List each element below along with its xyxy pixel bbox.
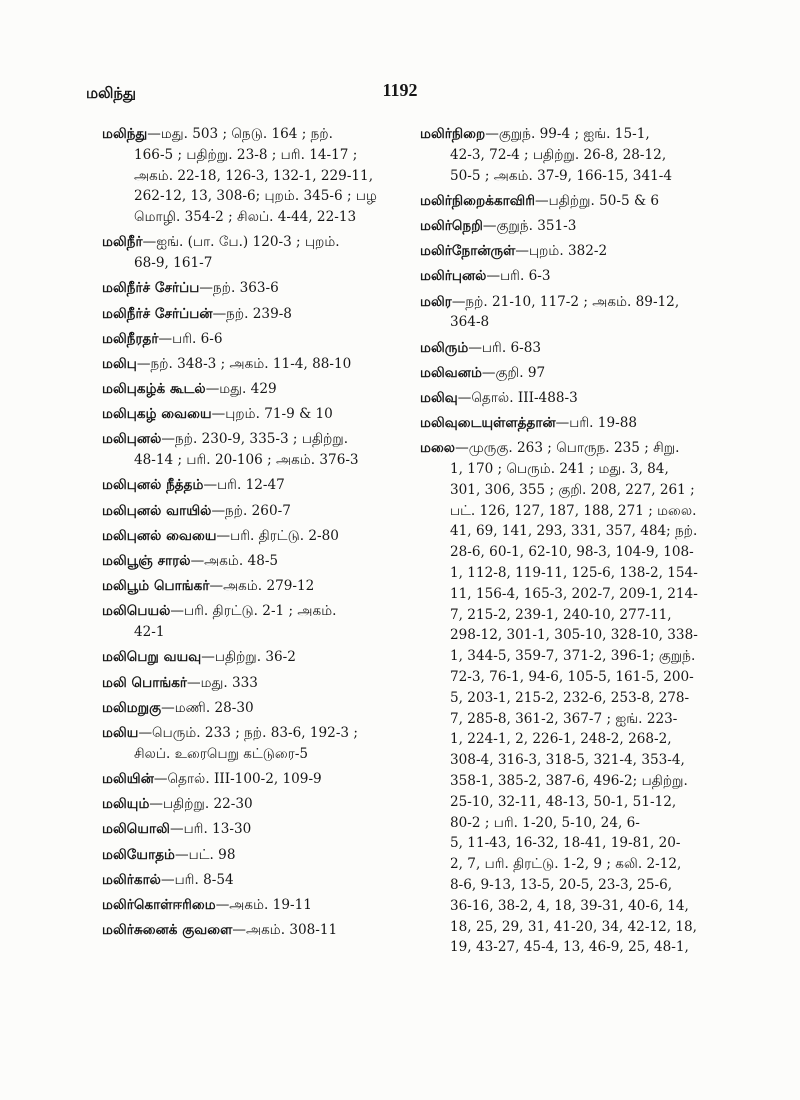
- entry-references: —மணி. 28-30: [161, 699, 254, 716]
- index-entry: [420, 413, 720, 434]
- index-entry: [102, 526, 398, 547]
- entry-first-line: [102, 379, 398, 400]
- index-entry: [420, 241, 720, 262]
- entry-continuation-line: 19, 43-27, 45-4, 13, 46-9, 25, 48-1,: [450, 939, 689, 956]
- index-entry: [102, 647, 398, 668]
- index-entry: [102, 354, 398, 375]
- index-entry: [102, 551, 398, 572]
- entry-references: —பதிற்று. 22-30: [149, 796, 253, 813]
- entry-first-line: [102, 698, 398, 719]
- entry-continuation-line: 25-10, 32-11, 48-13, 50-1, 51-12,: [450, 793, 677, 810]
- entry-first-line: [420, 338, 720, 359]
- index-entry: [102, 404, 398, 425]
- entry-headword: மலிபுகழ் வையை: [102, 406, 212, 423]
- entry-first-line: [102, 769, 398, 790]
- entry-first-line: [102, 794, 398, 815]
- index-entry: [102, 576, 398, 597]
- entry-references: —நற். 363-6: [199, 280, 279, 297]
- entry-headword: மலிபுனல் நீத்தம்: [102, 477, 204, 494]
- entry-first-line: [420, 438, 720, 459]
- entry-first-line: [102, 232, 398, 253]
- left-column: [102, 124, 398, 964]
- entry-references: —பரி. 13-30: [169, 821, 252, 838]
- entry-references: —குறுந். 99-4 ; ஐங். 15-1,: [485, 126, 650, 142]
- entry-references: —பதிற்று. 50-5 & 6: [535, 192, 660, 209]
- entry-headword: மலிபூம் பொங்கர்: [102, 578, 210, 595]
- entry-first-line: [420, 191, 720, 212]
- index-entry: [102, 723, 398, 765]
- entry-continuation-line: 7, 215-2, 239-1, 240-10, 277-11,: [450, 606, 672, 623]
- entry-first-line: [102, 601, 398, 622]
- entry-references: —முருகு. 263 ; பொருந. 235 ; சிறு.: [455, 440, 680, 457]
- index-entry: [420, 388, 720, 409]
- entry-references: —மது. 333: [187, 674, 258, 691]
- entry-continuation-line: 364-8: [450, 314, 490, 331]
- entry-headword: மலியின்: [102, 770, 154, 787]
- entry-references: —அகம். 308-11: [232, 922, 338, 939]
- entry-headword: மலிவனம்: [420, 364, 482, 381]
- entry-headword: மலி பொங்கர்: [102, 674, 188, 691]
- entry-continuation-line: 1, 224-1, 2, 226-1, 248-2, 268-2,: [450, 731, 672, 748]
- index-entry: [102, 232, 398, 274]
- entry-headword: மலிபெறு வயவு: [102, 649, 202, 666]
- index-entry: [420, 438, 720, 958]
- index-entry: [102, 845, 398, 866]
- entry-first-line: [420, 124, 720, 145]
- entry-references: —பரி. திரட்டு. 2-80: [216, 527, 339, 544]
- entry-continuation-line: 48-14 ; பரி. 20-106 ; அகம். 376-3: [134, 452, 359, 469]
- entry-headword: மலிபெயல்: [102, 603, 171, 620]
- entry-references: —பதிற்று. 36-2: [201, 649, 296, 666]
- index-entry: [102, 304, 398, 325]
- entry-continuation-line: 262-12, 13, 308-6; புறம். 345-6 ; பழ: [134, 188, 377, 205]
- entry-first-line: [102, 920, 398, 941]
- entry-continuation-line: 11, 156-4, 165-3, 202-7, 209-1, 214-: [450, 585, 698, 602]
- index-entry: [102, 278, 398, 299]
- index-entry: [102, 601, 398, 643]
- entry-references: —குறுந். 351-3: [482, 217, 577, 234]
- index-entry: [102, 673, 398, 694]
- entry-references: —பரி. 6-83: [468, 339, 542, 356]
- entry-first-line: [420, 292, 720, 313]
- entry-headword: மலிர: [420, 293, 452, 310]
- entry-headword: மலிபுனல் வாயில்: [102, 502, 212, 519]
- index-entry: [102, 870, 398, 891]
- index-entry: [420, 363, 720, 384]
- index-entry: [102, 920, 398, 941]
- index-entry: [102, 819, 398, 840]
- entry-headword: மலிர்நிறைக்காவிரி: [420, 192, 536, 209]
- entry-references: —புறம். 71-9 & 10: [211, 406, 333, 423]
- entry-first-line: [102, 673, 398, 694]
- page-number: 1192: [382, 80, 418, 100]
- entry-continuation-line: 68-9, 161-7: [134, 255, 213, 272]
- entry-first-line: [102, 475, 398, 496]
- index-entry: [102, 794, 398, 815]
- entry-continuation-line: 28-6, 60-1, 62-10, 98-3, 104-9, 108-: [450, 544, 694, 561]
- entry-headword: மலிபு: [102, 355, 137, 372]
- entry-headword: மலிமறுகு: [102, 699, 162, 716]
- index-entry: [420, 216, 720, 237]
- entry-first-line: [102, 845, 398, 866]
- entry-continuation-line: 80-2 ; பரி. 1-20, 5-10, 24, 6-: [450, 814, 640, 831]
- entry-references: —பரி. 6-3: [486, 268, 551, 285]
- entry-continuation-line: 41, 69, 141, 293, 331, 357, 484; நற்.: [450, 523, 698, 540]
- entry-headword: மலிர்சுனைக் குவளை: [102, 922, 233, 939]
- index-entry: [420, 124, 720, 186]
- entry-headword: மலிநீர்ச் சேர்ப்பன்: [102, 305, 213, 322]
- index-entry: [102, 379, 398, 400]
- entry-first-line: [420, 266, 720, 287]
- entry-references: —பரி. 8-54: [160, 871, 234, 888]
- entry-headword: மலிநீர்: [102, 234, 143, 251]
- entry-headword: மலிவுடையுள்ளத்தான்: [420, 415, 556, 432]
- entry-continuation-line: 50-5 ; அகம். 37-9, 166-15, 341-4: [450, 167, 672, 184]
- entry-headword: மலிந்து: [102, 126, 148, 142]
- entry-headword: மலை: [420, 440, 456, 457]
- entry-continuation-line: 18, 25, 29, 31, 41-20, 34, 42-12, 18,: [450, 918, 697, 935]
- entry-references: —மது. 503 ; நெடு. 164 ; நற்.: [147, 126, 333, 142]
- entry-headword: மலிர்கொள்ஈரிமை: [102, 896, 216, 913]
- entry-references: —பெரும். 233 ; நற். 83-6, 192-3 ;: [138, 724, 358, 741]
- entry-first-line: [102, 501, 398, 522]
- entry-headword: மலிர்கால்: [102, 871, 161, 888]
- entry-headword: மலிபூஞ் சாரல்: [102, 553, 191, 570]
- entry-first-line: [102, 551, 398, 572]
- entry-references: —பரி. 12-47: [203, 477, 285, 494]
- entry-first-line: [102, 870, 398, 891]
- entry-references: —ஐங். (பா. பே.) 120-3 ; புறம்.: [142, 234, 340, 251]
- entry-first-line: [102, 278, 398, 299]
- index-entry: [102, 475, 398, 496]
- entry-headword: மலிர்நோன்ருள்: [420, 243, 516, 260]
- index-entry: [102, 124, 398, 228]
- entry-continuation-line: 1, 170 ; பெரும். 241 ; மது. 3, 84,: [450, 461, 669, 478]
- entry-continuation-line: 72-3, 76-1, 94-6, 105-5, 161-5, 200-: [450, 669, 694, 686]
- index-entry: [102, 501, 398, 522]
- index-entry: [420, 338, 720, 359]
- index-entry: [420, 266, 720, 287]
- entry-references: —குறி. 97: [481, 364, 546, 381]
- entry-references: —அகம். 279-12: [209, 578, 315, 595]
- entry-headword: மலியும்: [102, 796, 150, 813]
- index-entry: [102, 769, 398, 790]
- entry-continuation-line: பட். 126, 127, 187, 188, 271 ; மலை.: [450, 502, 697, 519]
- entry-first-line: [102, 329, 398, 350]
- entry-continuation-line: 301, 306, 355 ; குறி. 208, 227, 261 ;: [450, 481, 695, 498]
- entry-continuation-line: 308-4, 316-3, 318-5, 321-4, 353-4,: [450, 752, 685, 769]
- entry-continuation-line: 7, 285-8, 361-2, 367-7 ; ஐங். 223-: [450, 710, 678, 727]
- index-entry: [420, 292, 720, 334]
- entry-continuation-line: 1, 112-8, 119-11, 125-6, 138-2, 154-: [450, 565, 698, 582]
- entry-first-line: [102, 819, 398, 840]
- entry-continuation-line: சிலப். உரைபெறு கட்டுரை-5: [134, 745, 309, 762]
- entry-references: —புறம். 382-2: [515, 243, 608, 260]
- entry-references: —பரி. திரட்டு. 2-1 ; அகம்.: [170, 603, 337, 620]
- entry-references: —பட். 98: [175, 846, 236, 863]
- entry-first-line: [420, 216, 720, 237]
- entry-references: —நற். 230-9, 335-3 ; பதிற்று.: [161, 431, 349, 448]
- entry-references: —பரி. 6-6: [158, 330, 223, 347]
- entry-headword: மலிவு: [420, 389, 458, 406]
- entry-first-line: [102, 526, 398, 547]
- entry-references: —தொல். III-488-3: [457, 389, 578, 406]
- entry-first-line: [102, 404, 398, 425]
- entry-headword: மலிரும்: [420, 339, 469, 356]
- entry-first-line: [420, 363, 720, 384]
- entry-first-line: [102, 124, 398, 145]
- entry-headword: மலிர்புனல்: [420, 268, 487, 285]
- entry-references: —நற். 21-10, 117-2 ; அகம். 89-12,: [451, 293, 680, 310]
- index-entry: [102, 895, 398, 916]
- entry-continuation-line: மொழி. 354-2 ; சிலப். 4-44, 22-13: [134, 209, 357, 226]
- entry-continuation-line: 1, 344-5, 359-7, 371-2, 396-1; குறுந்.: [450, 648, 696, 665]
- entry-first-line: [102, 304, 398, 325]
- entry-continuation-line: 166-5 ; பதிற்று. 23-8 ; பரி. 14-17 ;: [134, 146, 358, 163]
- entry-headword: மலிர்நிறை: [420, 126, 486, 142]
- entry-first-line: [102, 576, 398, 597]
- entry-headword: மலிபுனல்: [102, 431, 162, 448]
- entry-headword: மலிநீர்ச் சேர்ப்ப: [102, 280, 200, 297]
- entry-continuation-line: 42-1: [134, 624, 165, 641]
- entry-first-line: [102, 647, 398, 668]
- index-entry: [102, 698, 398, 719]
- entry-headword: மலிநீரதர்: [102, 330, 159, 347]
- right-column: [420, 124, 720, 964]
- entry-continuation-line: 298-12, 301-1, 305-10, 328-10, 338-: [450, 627, 698, 644]
- entry-continuation-line: 5, 203-1, 215-2, 232-6, 253-8, 278-: [450, 689, 690, 706]
- index-entry: [102, 329, 398, 350]
- entry-headword: மலிபுகழ்க் கூடல்: [102, 381, 206, 398]
- entry-continuation-line: 36-16, 38-2, 4, 18, 39-31, 40-6, 14,: [450, 897, 689, 914]
- entry-references: —அகம். 48-5: [190, 553, 279, 570]
- entry-headword: மலியோதம்: [102, 846, 175, 863]
- entry-headword: மலிர்நெறி: [420, 217, 483, 234]
- entry-references: —தொல். III-100-2, 109-9: [153, 770, 322, 787]
- entry-continuation-line: 5, 11-43, 16-32, 18-41, 19-81, 20-: [450, 835, 681, 852]
- entry-first-line: [102, 429, 398, 450]
- entry-continuation-line: 42-3, 72-4 ; பதிற்று. 26-8, 28-12,: [450, 146, 667, 163]
- entry-first-line: [102, 723, 398, 744]
- entry-references: —பரி. 19-88: [555, 415, 637, 432]
- entry-headword: மலிபுனல் வையை: [102, 527, 217, 544]
- entry-continuation-line: அகம். 22-18, 126-3, 132-1, 229-11,: [134, 167, 374, 184]
- entry-continuation-line: 2, 7, பரி. திரட்டு. 1-2, 9 ; கலி. 2-12,: [450, 856, 682, 873]
- entry-references: —அகம். 19-11: [215, 896, 312, 913]
- entry-references: —நற். 239-8: [212, 305, 292, 322]
- entry-first-line: [420, 241, 720, 262]
- entry-references: —நற். 260-7: [211, 502, 291, 519]
- entry-continuation-line: 8-6, 9-13, 13-5, 20-5, 23-3, 25-6,: [450, 877, 673, 893]
- entry-references: —நற். 348-3 ; அகம். 11-4, 88-10: [136, 355, 352, 372]
- entry-headword: மலிய: [102, 724, 139, 741]
- index-entry: [420, 191, 720, 212]
- entry-first-line: [102, 895, 398, 916]
- index-entry: [102, 429, 398, 471]
- entry-headword: மலியொலி: [102, 821, 170, 838]
- entry-continuation-line: 358-1, 385-2, 387-6, 496-2; பதிற்று.: [450, 773, 688, 790]
- running-head: மலிந்து: [86, 84, 136, 102]
- entry-first-line: [420, 413, 720, 434]
- entry-first-line: [420, 388, 720, 409]
- entry-references: —மது. 429: [205, 381, 277, 398]
- entry-first-line: [102, 354, 398, 375]
